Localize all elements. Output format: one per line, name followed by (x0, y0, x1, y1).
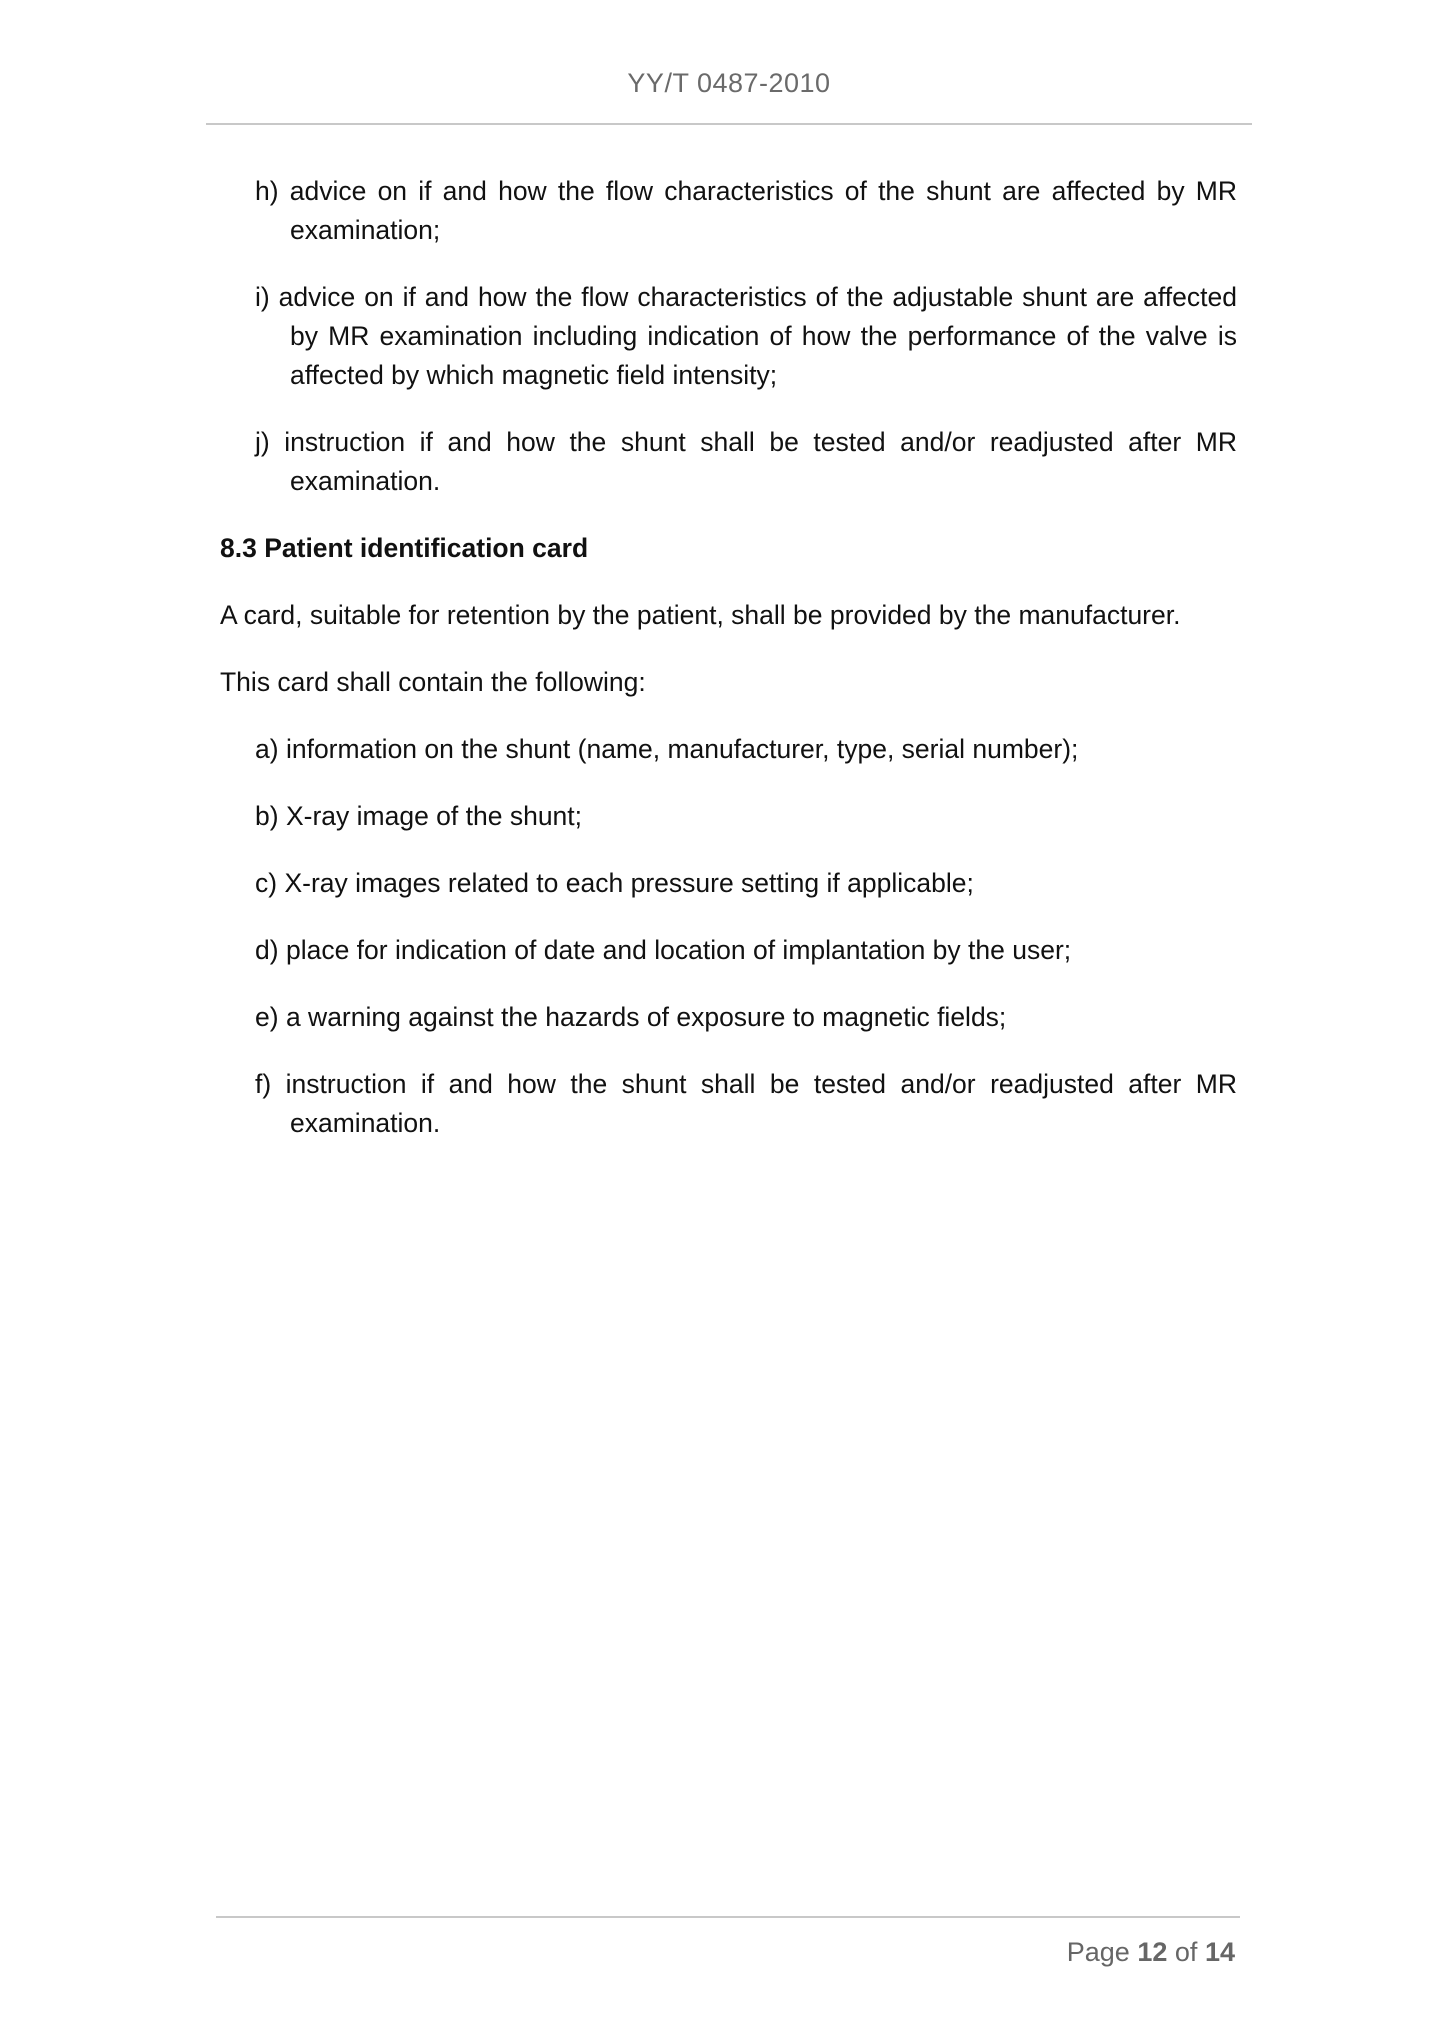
list-item-label: c) (255, 868, 278, 898)
list-item-i (255, 278, 1237, 395)
list-item-label: b) (255, 801, 279, 831)
list-item-label: a) (255, 734, 279, 764)
section-paragraph-card: A card, suitable for retention by the patient, shall be provided by the manufacturer. (220, 600, 1181, 630)
header-divider (206, 123, 1252, 125)
list-item-h (255, 172, 1237, 250)
list-item-e (255, 998, 1237, 1037)
page-number (1067, 1937, 1235, 1968)
list-item-d (255, 931, 1237, 970)
list-item-text: X-ray image of the shunt; (285, 801, 583, 831)
list-item-label: i) (255, 282, 270, 312)
list-item-label: e) (255, 1002, 279, 1032)
document-header-title: YY/T 0487-2010 (627, 68, 831, 98)
list-item-text: a warning against the hazards of exposure to magnetic fields; (285, 1002, 1007, 1032)
list-item-b (255, 797, 1237, 836)
list-item-text: advice on if and how the flow characteristics of the shunt are affected by MR examination; (289, 176, 1237, 245)
list-item-text: X-ray images related to each pressure setting if applicable; (284, 868, 974, 898)
list-item-text: instruction if and how the shunt shall be tested and/or readjusted after MR examination. (284, 427, 1237, 496)
list-item-a (255, 730, 1237, 769)
list-item-text: place for indication of date and location of implantation by the user; (285, 935, 1072, 965)
section-paragraph-contents: This card shall contain the following: (220, 667, 646, 697)
of-word: of (1174, 1937, 1198, 1967)
total-pages-number: 14 (1204, 1937, 1235, 1967)
document-body (220, 172, 1237, 1143)
list-item-label: j) (255, 427, 270, 457)
section-heading: 8.3 Patient identification card (220, 533, 589, 563)
page-word: Page (1066, 1937, 1130, 1967)
list-item-text: instruction if and how the shunt shall be tested and/or readjusted after MR examination. (285, 1069, 1237, 1138)
list-item-label: d) (255, 935, 279, 965)
list-item-text: advice on if and how the flow characteristics of the adjustable shunt are affected by MR examination including indication of how the performance of the valve is affected by which magnetic field intensity; (278, 282, 1237, 390)
list-item-f (255, 1065, 1237, 1143)
list-item-c (255, 864, 1237, 903)
footer-divider (216, 1916, 1240, 1918)
list-item-j (255, 423, 1237, 501)
current-page-number: 12 (1137, 1937, 1168, 1967)
list-item-text: information on the shunt (name, manufacturer, type, serial number); (285, 734, 1079, 764)
list-item-label: f) (255, 1069, 272, 1099)
list-item-label: h) (255, 176, 279, 206)
